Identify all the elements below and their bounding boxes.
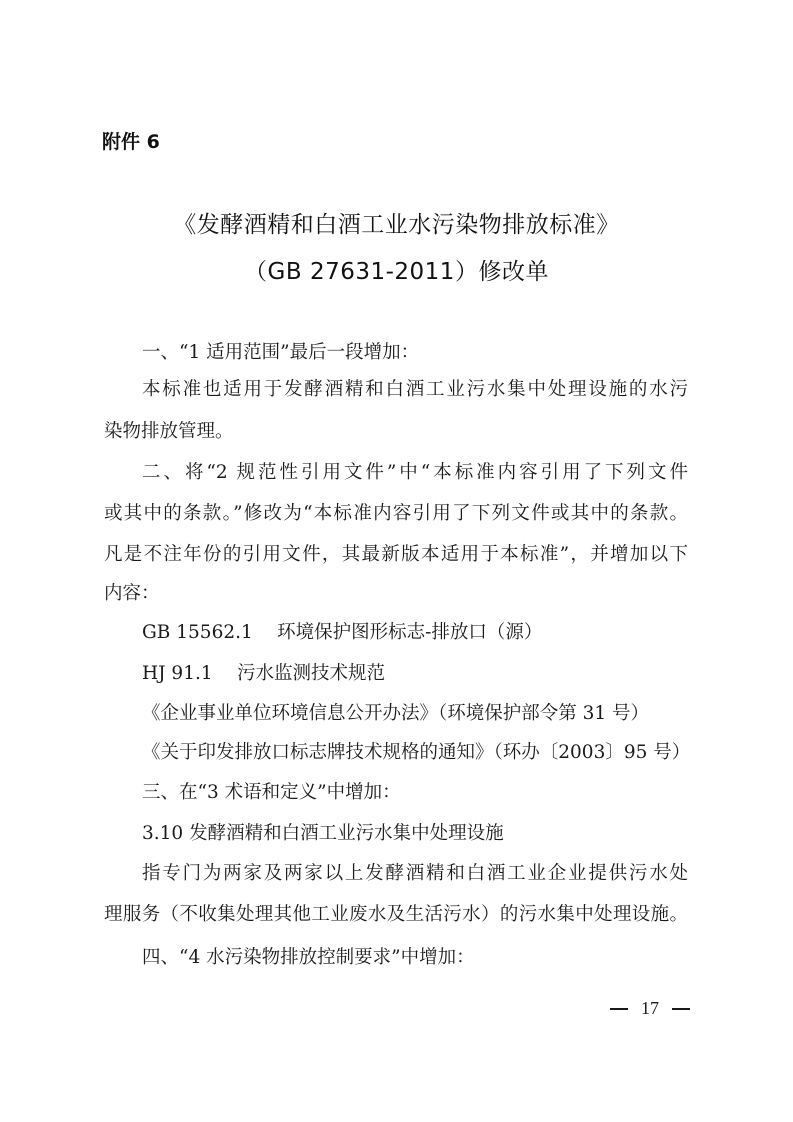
reference-item: 《企业事业单位环境信息公开办法》（环境保护部令第 31 号） (142, 703, 650, 724)
reference-item: 《关于印发排放口标志牌技术规格的通知》（环办〔2003〕95 号） (142, 742, 691, 763)
section-heading-2: 二、将“2 规范性引用文件”中“本标准内容引用了下列文件 (142, 462, 688, 483)
document-title-line1: 《发酵酒精和白酒工业水污染物排放标准》 (173, 212, 620, 238)
paragraph-line: 内容： (104, 583, 160, 604)
dash-right (672, 1008, 690, 1010)
section-heading-3: 三、在“3 术语和定义”中增加： (142, 782, 401, 803)
paragraph-line: 染物排放管理。 (104, 421, 234, 442)
section-heading-4: 四、“4 水污染物排放控制要求”中增加： (142, 947, 475, 968)
paragraph-line: 本标准也适用于发酵酒精和白酒工业污水集中处理设施的水污 (142, 379, 688, 400)
paragraph-line: 理服务（不收集处理其他工业废水及生活污水）的污水集中处理设施。 (104, 904, 688, 925)
page-number (610, 998, 690, 1019)
page-number-text: 17 (641, 998, 659, 1018)
paragraph-line: 或其中的条款。”修改为“本标准内容引用了下列文件或其中的条款。 (104, 503, 688, 524)
dash-left (610, 1008, 628, 1010)
term-heading: 3.10 发酵酒精和白酒工业污水集中处理设施 (142, 823, 504, 844)
document-title-line2: （GB 27631-2011）修改单 (244, 259, 549, 285)
paragraph-line: 指专门为两家及两家以上发酵酒精和白酒工业企业提供污水处 (142, 863, 688, 884)
paragraph-line: 凡是不注年份的引用文件，其最新版本适用于本标准”，并增加以下 (104, 544, 688, 565)
reference-item: GB 15562.1 环境保护图形标志-排放口（源） (142, 622, 543, 643)
attachment-label: 附件 6 (102, 131, 160, 153)
reference-item: HJ 91.1 污水监测技术规范 (142, 663, 386, 684)
section-heading-1: 一、“1 适用范围”最后一段增加： (142, 342, 420, 363)
